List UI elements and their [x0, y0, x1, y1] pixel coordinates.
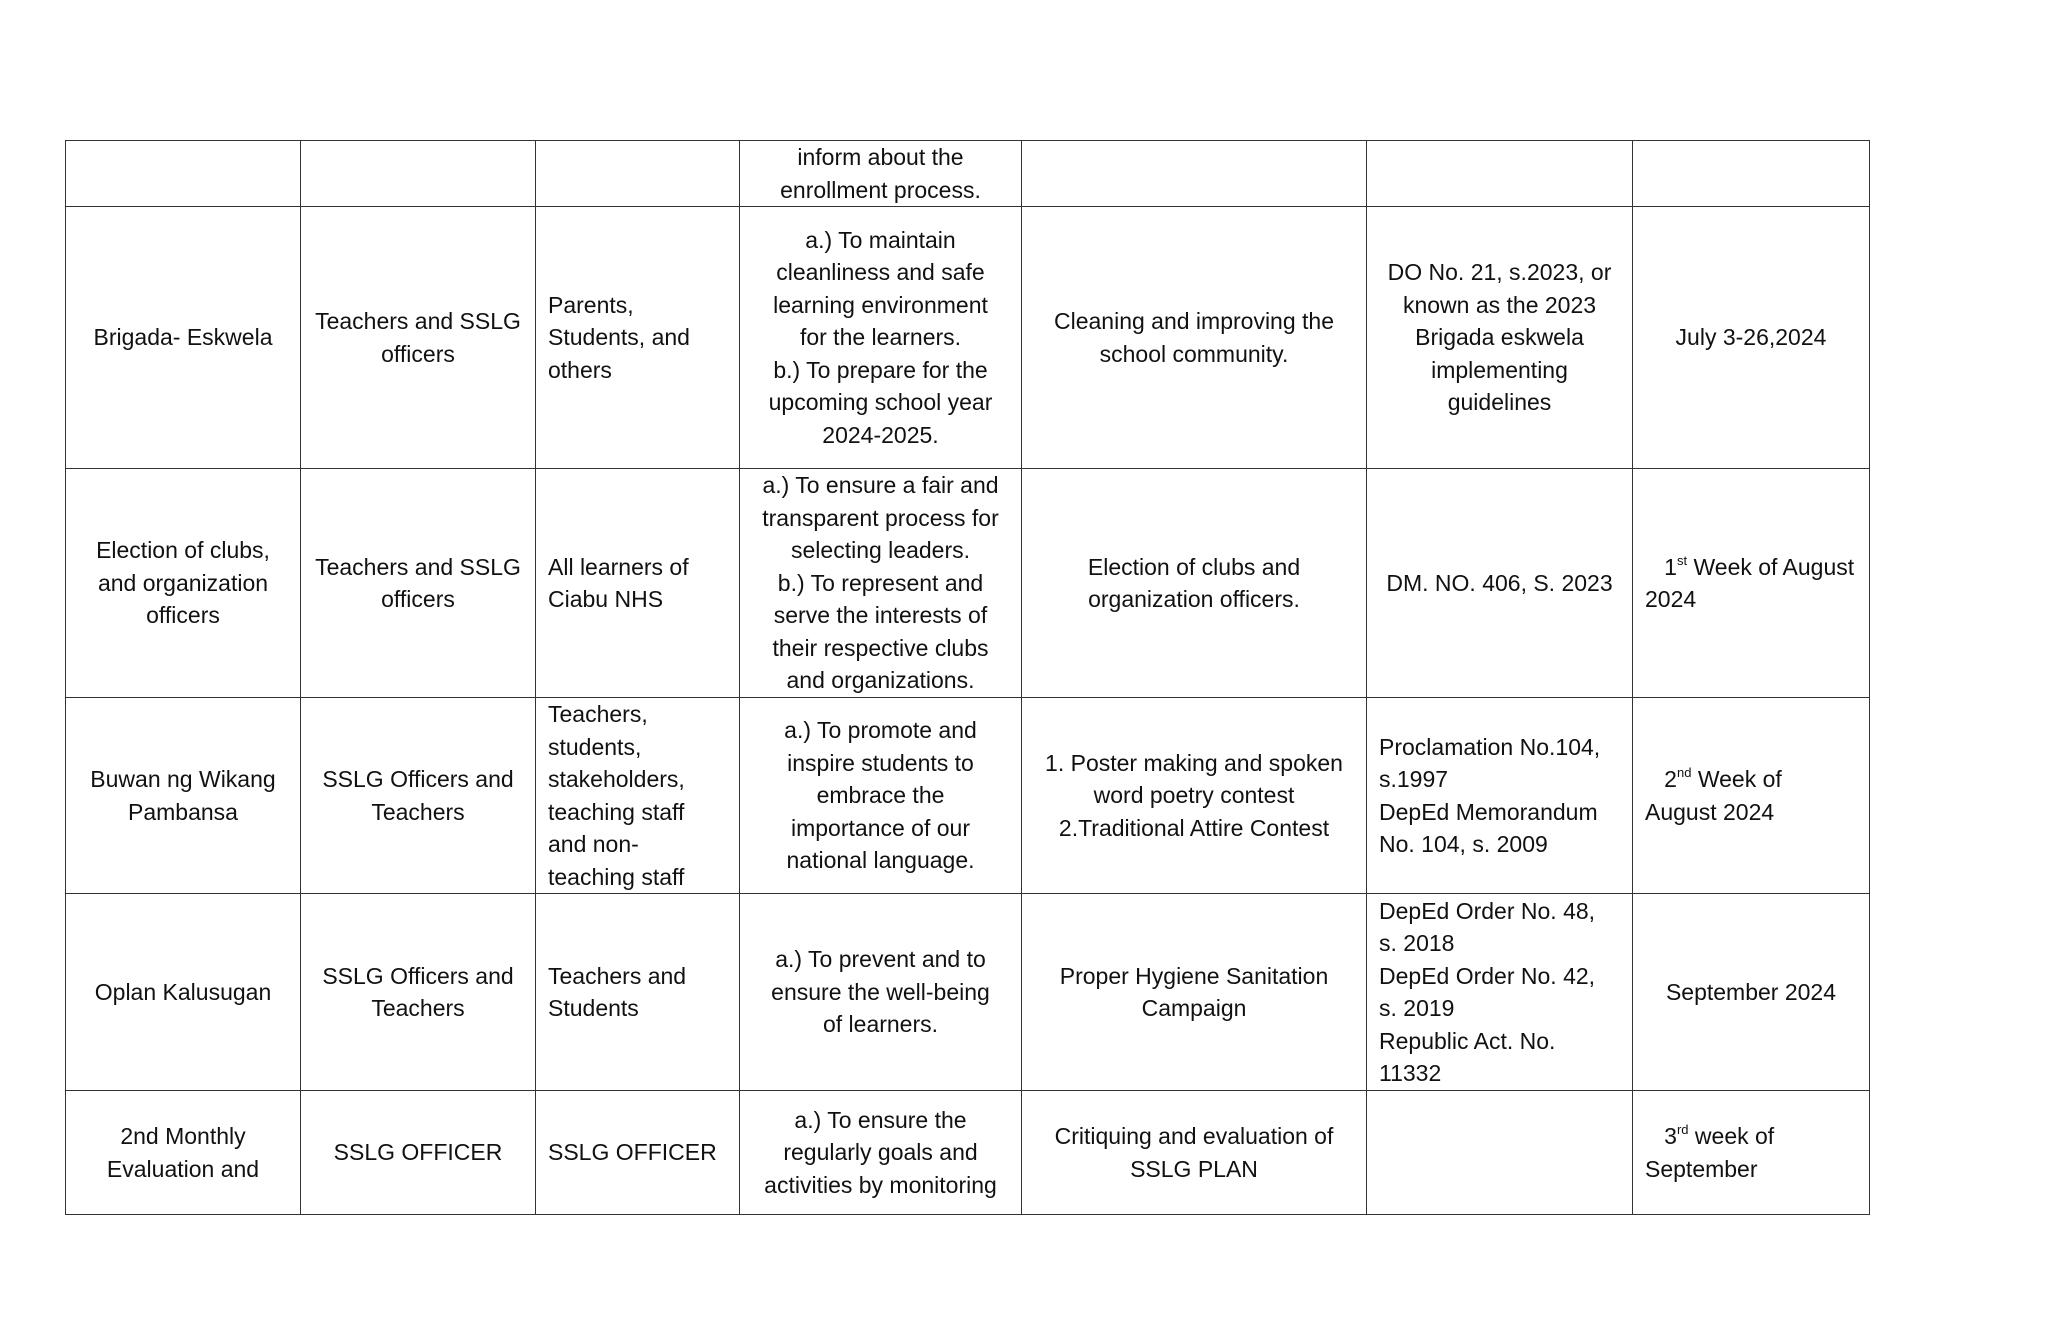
basis-line: known as the 2023	[1402, 291, 1597, 318]
cell-objectives	[740, 894, 1022, 1091]
cell-activity	[66, 698, 301, 894]
participants-line: students,	[548, 733, 642, 760]
cell-basis	[1367, 698, 1633, 894]
time-frame-number: 2	[1664, 766, 1677, 792]
objectives-line: b.) To prepare for the	[773, 356, 988, 383]
cell-basis	[1367, 469, 1633, 698]
persons-line: Teachers	[371, 995, 465, 1021]
participants-line: All learners of	[548, 553, 689, 580]
cell-persons	[301, 698, 536, 894]
cell-activity	[66, 1091, 301, 1215]
objectives-line: cleanliness and safe	[776, 259, 985, 286]
cell-objectives	[740, 207, 1022, 469]
cell-participants	[536, 894, 740, 1091]
objectives-line: for the learners.	[799, 324, 962, 351]
time-frame-suffix: nd	[1676, 765, 1692, 780]
objectives-line: a.) To ensure the	[794, 1106, 967, 1133]
objectives-line: a.) To ensure a fair and	[762, 472, 999, 499]
basis-line: Brigada eskwela	[1415, 324, 1584, 351]
persons-line: Teachers	[371, 798, 465, 825]
cell-persons	[301, 207, 536, 469]
strategies-line: school community.	[1099, 340, 1289, 367]
cell-strategies	[1022, 1091, 1367, 1215]
objectives-line: of learners.	[822, 1011, 939, 1038]
cell-activity	[66, 894, 301, 1091]
strategies-line: Cleaning and improving the	[1053, 308, 1334, 334]
basis-line: DepEd Order No. 48,	[1379, 897, 1596, 924]
basis-line: Proclamation No.104,	[1379, 733, 1601, 760]
objectives-line: learning environment	[773, 291, 988, 318]
activity-line: Oplan Kalusugan	[94, 978, 272, 1005]
objectives-line: and organizations.	[786, 667, 975, 694]
objectives-line: transparent process for	[762, 504, 999, 531]
cell-time-frame	[1633, 207, 1870, 469]
cell-strategies	[1022, 894, 1367, 1091]
table-row	[66, 207, 1870, 469]
cell-persons	[301, 894, 536, 1091]
basis-line: DO No. 21, s.2023, or	[1387, 259, 1612, 286]
basis-line: DepEd Order No. 42,	[1379, 962, 1596, 989]
objectives-line: selecting leaders.	[791, 537, 970, 564]
cell-objectives	[740, 469, 1022, 698]
cell-basis	[1367, 1091, 1633, 1215]
basis-line: DM. NO. 406, S. 2023	[1386, 569, 1613, 596]
basis-line: s.1997	[1379, 766, 1449, 792]
objectives-line: regularly goals and	[783, 1139, 978, 1166]
participants-line: Teachers,	[548, 701, 648, 727]
strategies-line: 2.Traditional Attire Contest	[1058, 814, 1330, 841]
persons-line: officers	[381, 340, 455, 367]
objectives-line: a.) To promote and	[784, 717, 977, 744]
strategies-line: Proper Hygiene Sanitation	[1059, 962, 1329, 989]
cell-strategies	[1022, 469, 1367, 698]
persons-line: Teachers and SSLG	[315, 308, 521, 334]
basis-line: guidelines	[1447, 389, 1552, 416]
activity-line: Buwan ng Wikang	[90, 766, 276, 792]
strategies-line: organization officers.	[1088, 586, 1300, 612]
cell-strategies	[1022, 207, 1367, 469]
activity-line: Pambansa	[128, 798, 238, 825]
basis-line: s. 2018	[1379, 930, 1455, 956]
cell-persons	[301, 469, 536, 698]
cell-time-frame	[1633, 469, 1870, 698]
objectives-line: their respective clubs	[772, 634, 989, 661]
objectives-line: importance of our	[791, 814, 970, 841]
cell-basis	[1367, 894, 1633, 1091]
persons-line: officers	[381, 586, 455, 612]
participants-line: and non-	[548, 831, 639, 857]
cell-objectives	[740, 1091, 1022, 1215]
cell-participants	[536, 469, 740, 698]
participants-line: teaching staff	[548, 863, 685, 890]
objectives-line: serve the interests of	[773, 602, 988, 629]
objectives-line: national language.	[786, 847, 975, 874]
activity-line: and organization	[97, 569, 269, 596]
objectives-line: a.) To prevent and to	[775, 946, 986, 973]
objectives-line: activities by monitoring	[764, 1171, 997, 1198]
participants-line: Teachers and	[548, 962, 687, 989]
basis-line: s. 2019	[1379, 995, 1455, 1021]
participants-line: others	[548, 356, 612, 383]
objectives-line: embrace the	[816, 782, 945, 809]
objectives-line: 2024-2025.	[822, 421, 939, 448]
strategies-line: Campaign	[1141, 995, 1247, 1021]
activity-plan-table	[65, 140, 1870, 1215]
activity-line: Election of clubs,	[96, 537, 270, 564]
activity-line: Evaluation and	[106, 1155, 260, 1182]
cell-participants	[536, 207, 740, 469]
cell-time-frame	[1633, 1091, 1870, 1215]
participants-line: Students	[548, 995, 639, 1021]
time-frame-text: Week of August 2024	[1645, 766, 1782, 825]
time-frame-text: July 3-26,2024	[1675, 324, 1827, 351]
objectives-line: ensure the well-being	[771, 978, 990, 1005]
cell-persons	[301, 1091, 536, 1215]
cell-time-frame	[1633, 698, 1870, 894]
persons-line: SSLG Officers and	[322, 962, 514, 989]
table-row	[66, 698, 1870, 894]
cell-persons	[301, 141, 536, 207]
cell-participants	[536, 698, 740, 894]
time-frame-suffix: st	[1676, 552, 1688, 568]
activity-line: officers	[146, 602, 220, 629]
activity-line: 2nd Monthly	[120, 1123, 246, 1149]
objectives-line: b.) To represent and	[777, 569, 984, 596]
cell-activity	[66, 141, 301, 207]
participants-line: Ciabu NHS	[548, 586, 664, 612]
objectives-line: inform about the	[797, 144, 964, 170]
cell-time-frame	[1633, 141, 1870, 207]
objectives-line: inspire students to	[787, 749, 974, 776]
cell-activity	[66, 207, 301, 469]
cell-objectives	[740, 698, 1022, 894]
basis-line: DepEd Memorandum	[1379, 798, 1598, 825]
table-row	[66, 1091, 1870, 1215]
cell-objectives	[740, 141, 1022, 207]
cell-participants	[536, 1091, 740, 1215]
cell-activity	[66, 469, 301, 698]
basis-line: Republic Act. No.	[1379, 1027, 1556, 1054]
cell-participants	[536, 141, 740, 207]
cell-strategies	[1022, 698, 1367, 894]
participants-line: stakeholders,	[548, 766, 685, 792]
cell-basis	[1367, 141, 1633, 207]
cell-basis	[1367, 207, 1633, 469]
strategies-line: Critiquing and evaluation of	[1054, 1123, 1334, 1149]
participants-line: SSLG OFFICER	[548, 1139, 717, 1166]
basis-line: No. 104, s. 2009	[1379, 831, 1548, 857]
table-row	[66, 469, 1870, 698]
cell-strategies	[1022, 141, 1367, 207]
time-frame-text: week of September	[1645, 1123, 1775, 1182]
activity-line: Brigada- Eskwela	[93, 324, 273, 351]
strategies-line: Election of clubs and	[1087, 553, 1301, 580]
time-frame-number: 1	[1664, 553, 1677, 580]
basis-line: implementing	[1431, 356, 1568, 383]
persons-line: SSLG Officers and	[322, 766, 514, 792]
strategies-line: 1. Poster making and spoken	[1045, 749, 1343, 776]
objectives-line: a.) To maintain	[805, 226, 956, 253]
time-frame-suffix: rd	[1676, 1122, 1689, 1137]
cell-time-frame	[1633, 894, 1870, 1091]
participants-line: Students, and	[548, 324, 690, 351]
time-frame-number: 3	[1664, 1123, 1677, 1149]
basis-line: 11332	[1379, 1060, 1442, 1086]
time-frame-text: Week of August 2024	[1645, 553, 1855, 612]
objectives-line: enrollment process.	[780, 176, 981, 203]
participants-line: Parents,	[548, 291, 634, 318]
persons-line: SSLG OFFICER	[333, 1139, 503, 1166]
time-frame-text: September 2024	[1665, 978, 1837, 1005]
table-row	[66, 894, 1870, 1091]
persons-line: Teachers and SSLG	[315, 553, 521, 580]
strategies-line: word poetry contest	[1093, 782, 1295, 809]
table-row	[66, 141, 1870, 207]
objectives-line: upcoming school year	[768, 389, 993, 416]
strategies-line: SSLG PLAN	[1130, 1155, 1258, 1182]
participants-line: teaching staff	[548, 798, 685, 825]
